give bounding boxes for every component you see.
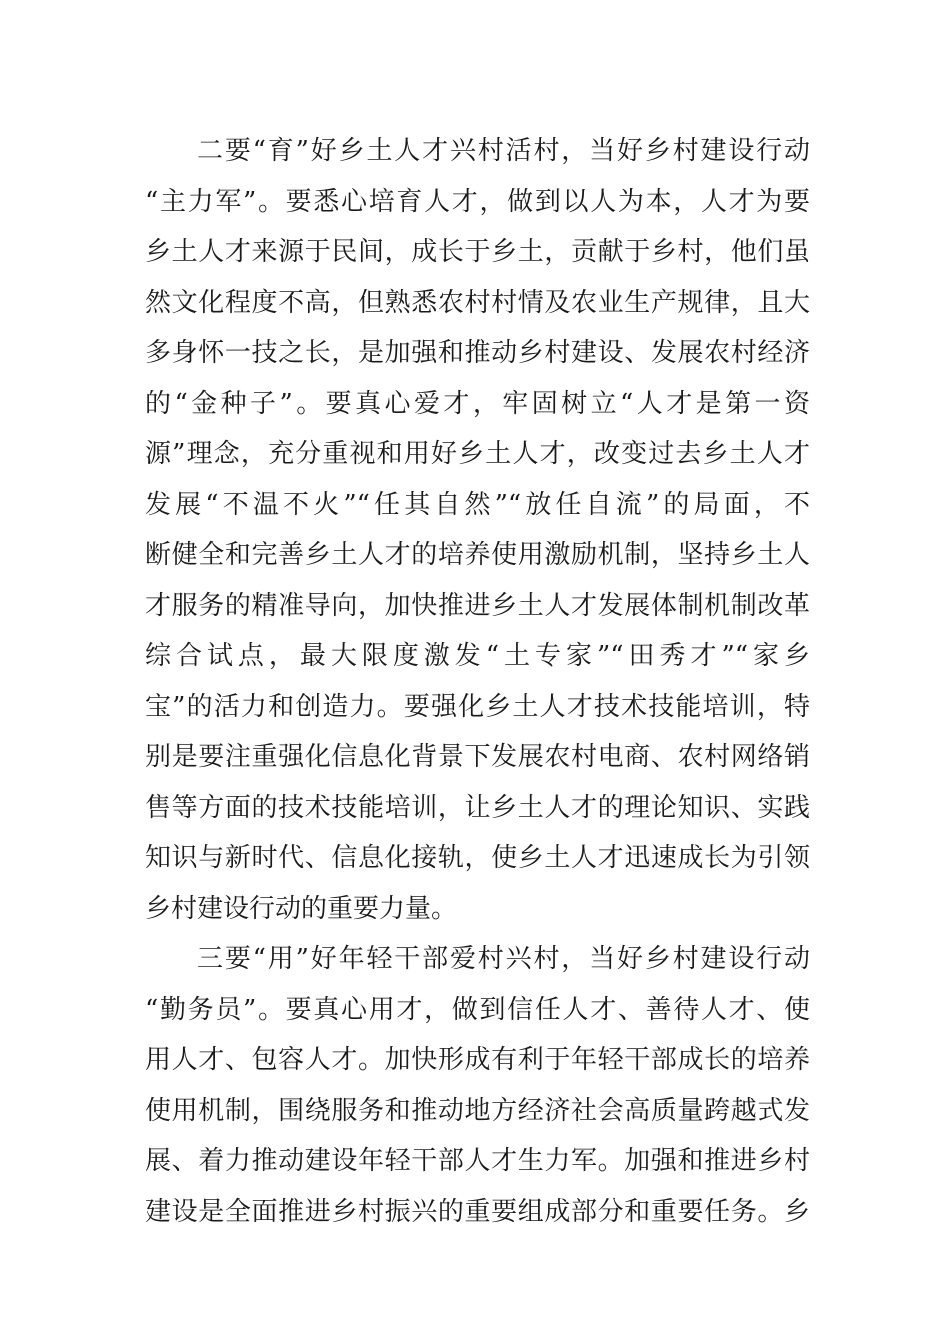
text-line: 发展“不温不火”“任其自然”“放任自流”的局面，不 <box>145 489 810 520</box>
text-line: 宝”的活力和创造力。要强化乡土人才技术技能培训，特 <box>145 691 810 722</box>
text-line: 多身怀一技之长，是加强和推动乡村建设、发展农村经济 <box>145 338 810 368</box>
text-line: 乡村建设行动的重要力量。 <box>145 893 458 924</box>
text-line: 才服务的精准导向，加快推进乡土人才发展体制机制改革 <box>145 590 810 621</box>
text-line: 知识与新时代、信息化接轨，使乡土人才迅速成长为引领 <box>145 843 810 873</box>
text-line: 展、着力推动建设年轻干部人才生力军。加强和推进乡村 <box>145 1146 810 1176</box>
text-line: “主力军”。要悉心培育人才，做到以人为本，人才为要 <box>145 186 810 217</box>
text-line: 建设是全面推进乡村振兴的重要组成部分和重要任务。乡 <box>145 1196 810 1227</box>
text-line: 的“金种子”。要真心爱才，牢固树立“人才是第一资 <box>145 388 810 419</box>
paragraph-young-cadres <box>145 934 810 1237</box>
text-line: 乡土人才来源于民间，成长于乡土，贡献于乡村，他们虽 <box>145 237 810 267</box>
text-line: 二要“育”好乡土人才兴村活村，当好乡村建设行动 <box>197 136 810 166</box>
text-line: 源”理念，充分重视和用好乡土人才，改变过去乡土人才 <box>145 439 810 469</box>
paragraph-cultivate-local-talent <box>145 126 810 934</box>
text-line: 断健全和完善乡土人才的培养使用激励机制，坚持乡土人 <box>145 540 810 570</box>
text-line: 综合试点，最大限度激发“土专家”“田秀才”“家乡 <box>145 641 810 671</box>
text-line: 然文化程度不高，但熟悉农村村情及农业生产规律，且大 <box>145 287 810 318</box>
text-line: 售等方面的技术技能培训，让乡土人才的理论知识、实践 <box>145 792 810 823</box>
text-line: 别是要注重强化信息化背景下发展农村电商、农村网络销 <box>145 742 810 772</box>
text-line: 使用机制，围绕服务和推动地方经济社会高质量跨越式发 <box>145 1095 810 1126</box>
document-body <box>145 126 810 1237</box>
text-line: “勤务员”。要真心用才，做到信任人才、善待人才、使 <box>145 994 810 1025</box>
text-line: 用人才、包容人才。加快形成有利于年轻干部成长的培养 <box>145 1045 810 1075</box>
text-line: 三要“用”好年轻干部爱村兴村，当好乡村建设行动 <box>197 944 810 974</box>
